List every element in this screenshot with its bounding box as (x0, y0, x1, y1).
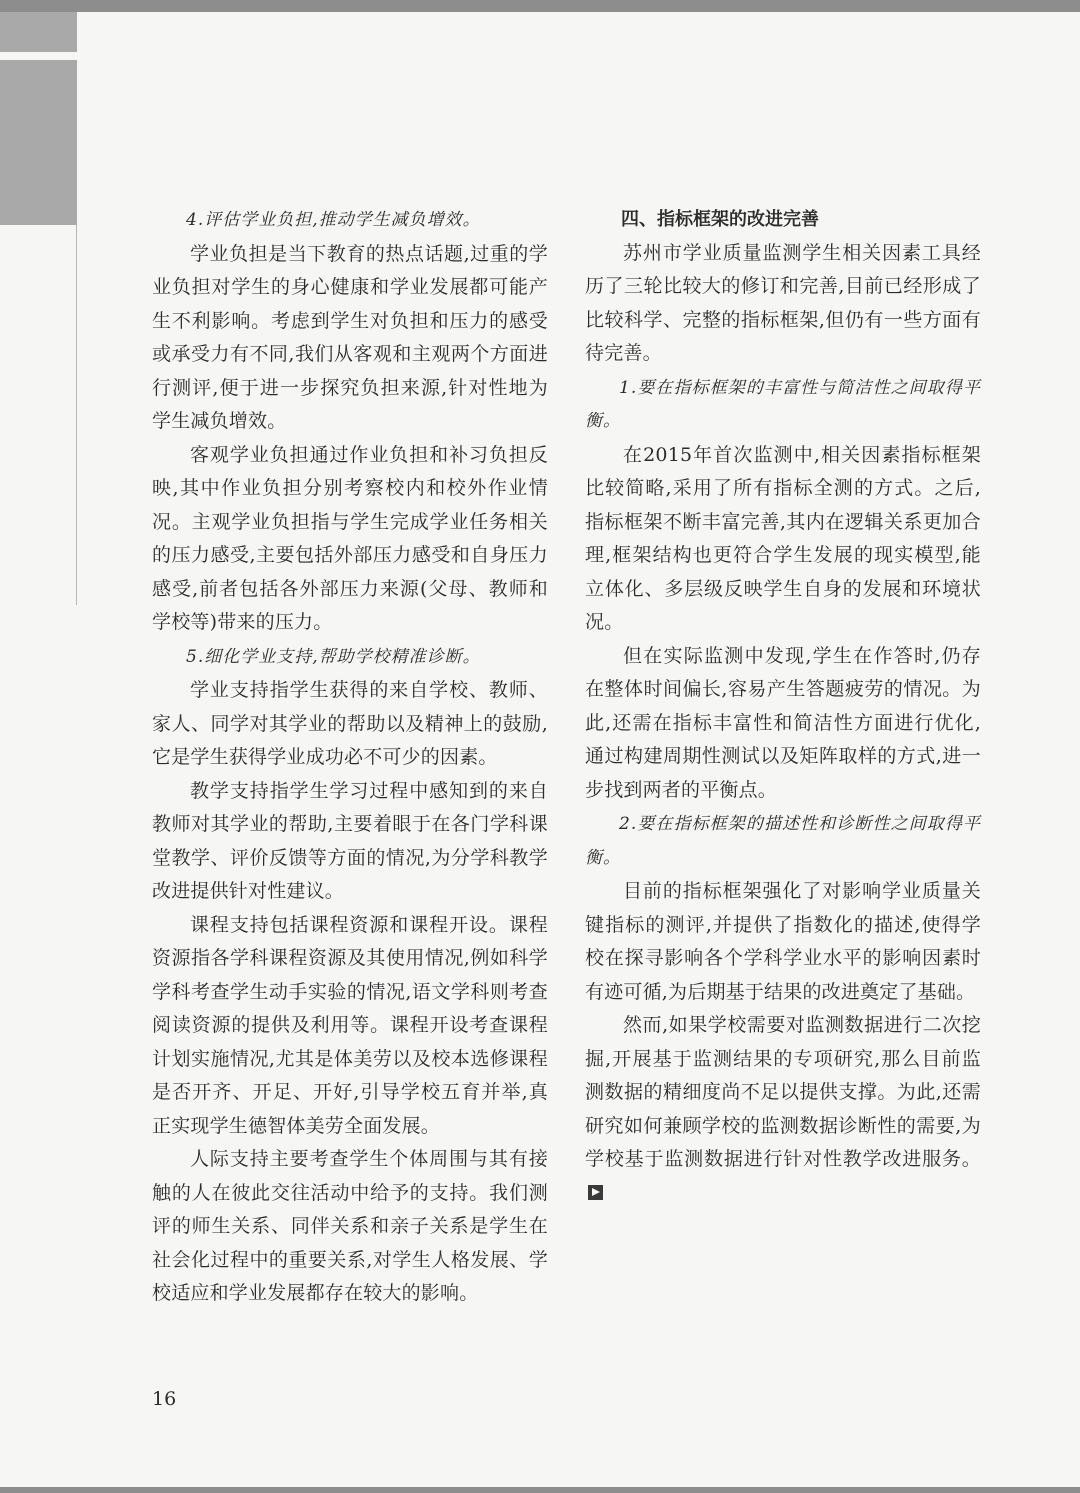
gutter-line (76, 225, 77, 605)
right-column (585, 203, 981, 1210)
paragraph: 人际支持主要考查学生个体周围与其有接触的人在彼此交往活动中给予的支持。我们测评的师生关系、同伴关系和亲子关系是学生在社会化过程中的重要关系,对学生人格发展、学校适应和学业发展都存在较大的影响。 (152, 1148, 548, 1304)
side-tab-top (0, 12, 77, 52)
paragraph: 客观学业负担通过作业负担和补习负担反映,其中作业负担分别考察校内和校外作业情况。主观学业负担指与学生完成学业任务相关的压力感受,主要包括外部压力感受和自身压力感受,前者包括各外部压力来源(父母、教师和学校等)带来的压力。 (152, 443, 548, 633)
subheading-5: 5.细化学业支持,帮助学校精准诊断。 (186, 646, 481, 667)
paragraph: 学业负担是当下教育的热点话题,过重的学业负担对学生的身心健康和学业发展都可能产生不利影响。考虑到学生对负担和压力的感受或承受力有不同,我们从客观和主观两个方面进行测评,便于进一步探究负担来源,针对性地为学生减负增效。 (152, 242, 548, 432)
paragraph: 在2015年首次监测中,相关因素指标框架比较简略,采用了所有指标全测的方式。之后,指标框架不断丰富完善,其内在逻辑关系更加合理,框架结构也更符合学生发展的现实模型,能立体化、多层级反映学生自身的发展和环境状况。 (585, 443, 981, 633)
bottom-rule (0, 1487, 1080, 1493)
subheading-4: 4.评估学业负担,推动学生减负增效。 (186, 210, 481, 230)
left-column (152, 203, 548, 1311)
subheading-1: 1.要在指标框架的丰富性与简洁性之间取得平衡。 (585, 377, 981, 431)
subheading-2: 2.要在指标框架的描述性和诊断性之间取得平衡。 (585, 814, 981, 868)
paragraph: 教学支持指学生学习过程中感知到的来自教师对其学业的帮助,主要着眼于在各门学科课堂教学、评价反馈等方面的情况,为分学科教学改进提供针对性建议。 (152, 779, 548, 902)
paragraph: 但在实际监测中发现,学生在作答时,仍存在整体时间偏长,容易产生答题疲劳的情况。为此,还需在指标丰富性和简洁性方面进行优化,通过构建周期性测试以及矩阵取样的方式,进一步找到两者的平衡点。 (585, 644, 981, 801)
side-tab (0, 60, 77, 225)
paragraph-last-text: 然而,如果学校需要对监测数据进行二次挖掘,开展基于监测结果的专项研究,那么目前监测数据的精细度尚不足以提供支撑。为此,还需研究如何兼顾学校的监测数据诊断性的需要,为学校基于监测数据进行针对性教学改进服务。 (585, 1014, 981, 1170)
end-mark-icon (588, 1185, 603, 1200)
top-rule (0, 0, 1080, 12)
paragraph: 课程支持包括课程资源和课程开设。课程资源指各学科课程资源及其使用情况,例如科学学科考查学生动手实验的情况,语文学科则考查阅读资源的提供及利用等。课程开设考查课程计划实施情况,尤其是体美劳以及校本选修课程是否开齐、开足、开好,引导学校五育并举,真正实现学生德智体美劳全面发展。 (152, 913, 548, 1137)
paragraph-last (585, 1009, 981, 1210)
paragraph: 学业支持指学生获得的来自学校、教师、家人、同学对其学业的帮助以及精神上的鼓励,它是学生获得学业成功必不可少的因素。 (152, 679, 548, 768)
paragraph: 目前的指标框架强化了对影响学业质量关键指标的测评,并提供了指数化的描述,使得学校在探寻影响各个学科学业水平的影响因素时有迹可循,为后期基于结果的改进奠定了基础。 (585, 880, 981, 1003)
page-number: 16 (152, 1388, 177, 1410)
section-heading: 四、指标框架的改进完善 (621, 209, 819, 230)
paragraph: 苏州市学业质量监测学生相关因素工具经历了三轮比较大的修订和完善,目前已经形成了比较科学、完整的指标框架,但仍有一些方面有待完善。 (585, 241, 981, 364)
